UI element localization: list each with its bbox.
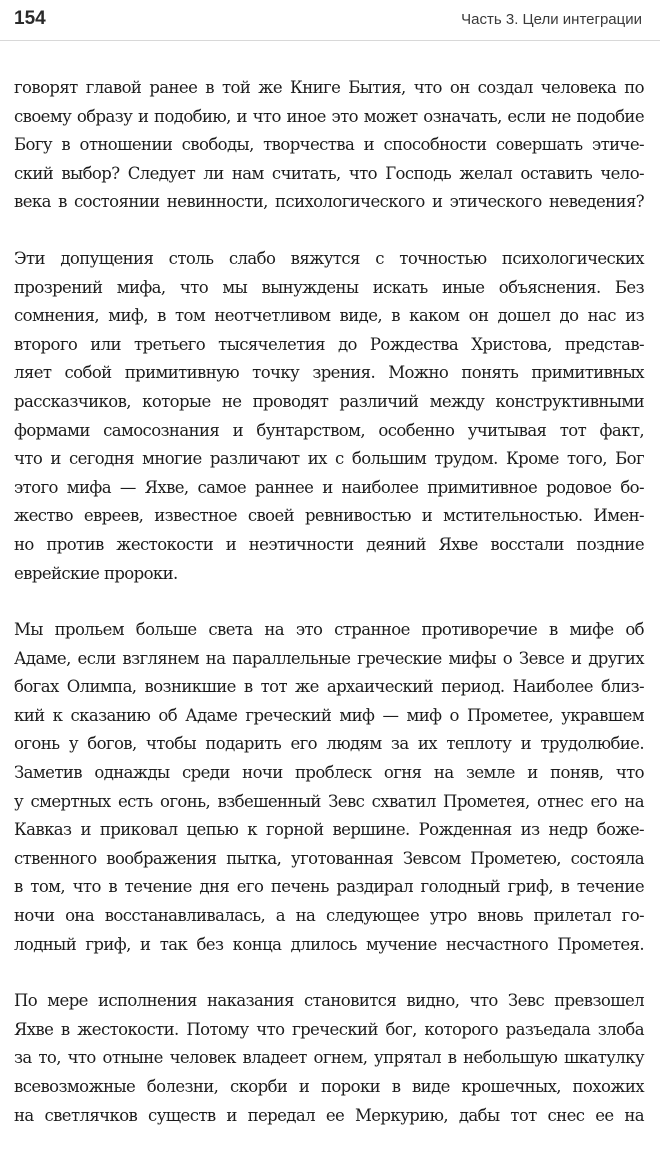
text-line: кий к сказанию об Адаме греческий миф — миф о Прометее, укравшем <box>14 705 644 725</box>
text-line: ляет собой примитивную точку зрения. Можно понять примитивных <box>14 363 644 383</box>
text-line: что и сегодня многие различают их с большим трудом. Кроме того, Бог <box>14 449 644 469</box>
paragraph-4 <box>14 987 644 1130</box>
text-line: на светлячков существ и передал ее Меркурию, дабы тот снес ее на <box>14 1105 644 1125</box>
paragraph-2 <box>14 245 644 588</box>
text-line: говорят главой ранее в той же Книге Бытия, что он создал человека по <box>14 78 644 97</box>
running-head: Часть 3. Цели интеграции <box>461 11 642 28</box>
text-line: прозрений мифа, что мы вынуждены искать иные объяснения. Без <box>14 277 644 297</box>
paragraph-1 <box>14 74 644 217</box>
text-line: Эти допущения столь слабо вяжутся с точностью психологических <box>14 248 644 268</box>
text-line: второго или третьего тысячелетия до Рождества Христова, представ- <box>14 334 644 354</box>
text-line: Заметив однажды среди ночи проблеск огня на земле и поняв, что <box>14 763 644 783</box>
text-line: Кавказ и приковал цепью к горной вершине. Рожденная из недр боже- <box>14 820 644 840</box>
text-line: жество евреев, известное своей ревнивостью и мстительностью. Имен- <box>14 506 644 526</box>
text-line: Яхве в жестокости. Потому что греческий бог, которого разъедала злоба <box>14 1019 644 1039</box>
text-line: рассказчиков, которые не проводят различий между конструктивными <box>14 391 644 411</box>
text-line: еврейские пророки. <box>14 563 178 583</box>
text-line: но против жестокости и неэтичности деяний Яхве восстали поздние <box>14 534 644 554</box>
text-line: лодный гриф, и так без конца длилось мучение несчастного Прометея. <box>14 934 644 954</box>
body-text <box>14 74 644 1158</box>
page-number: 154 <box>14 8 46 29</box>
header-rule <box>0 40 660 41</box>
text-line: огонь у богов, чтобы подарить его людям за их теплоту и трудолюбие. <box>14 734 644 754</box>
text-line: Богу в отношении свободы, творчества и способности совершать этиче- <box>14 135 644 155</box>
text-line: ночи она восстанавливалась, а на следующее утро вновь прилетал го- <box>14 906 644 926</box>
text-line: ственного воображения пытка, уготованная Зевсом Прометею, состояла <box>14 848 644 868</box>
page-header <box>0 0 660 46</box>
paragraph-3 <box>14 616 644 959</box>
text-line: По мере исполнения наказания становится видно, что Зевс превзошел <box>14 991 644 1011</box>
text-line: этого мифа — Яхве, самое раннее и наиболее примитивное родовое бо- <box>14 477 644 497</box>
text-line: Адаме, если взглянем на параллельные греческие мифы о Зевсе и других <box>14 648 644 668</box>
text-line: Мы прольем больше света на это странное противоречие в мифе об <box>14 620 644 640</box>
text-line: своему образу и подобию, и что иное это может означать, если не подобие <box>14 106 644 126</box>
text-line: у смертных есть огонь, взбешенный Зевс схватил Прометея, отнес его на <box>14 791 644 811</box>
text-line: века в состоянии невинности, психологического и этического неведения? <box>14 192 644 212</box>
text-line: ский выбор? Следует ли нам считать, что Господь желал оставить чело- <box>14 163 644 183</box>
text-line: формами самосознания и бунтарством, особенно учитывая тот факт, <box>14 420 644 440</box>
text-line: за то, что отныне человек владеет огнем, упрятал в небольшую шкатулку <box>14 1048 644 1068</box>
text-line: сомнения, миф, в том неотчетливом виде, в каком он дошел до нас из <box>14 306 644 326</box>
text-line: в том, что в течение дня его печень раздирал голодный гриф, в течение <box>14 877 644 897</box>
text-line: богах Олимпа, возникшие в тот же архаический период. Наиболее близ- <box>14 677 644 697</box>
text-line: всевозможные болезни, скорби и пороки в виде крошечных, похожих <box>14 1077 644 1096</box>
